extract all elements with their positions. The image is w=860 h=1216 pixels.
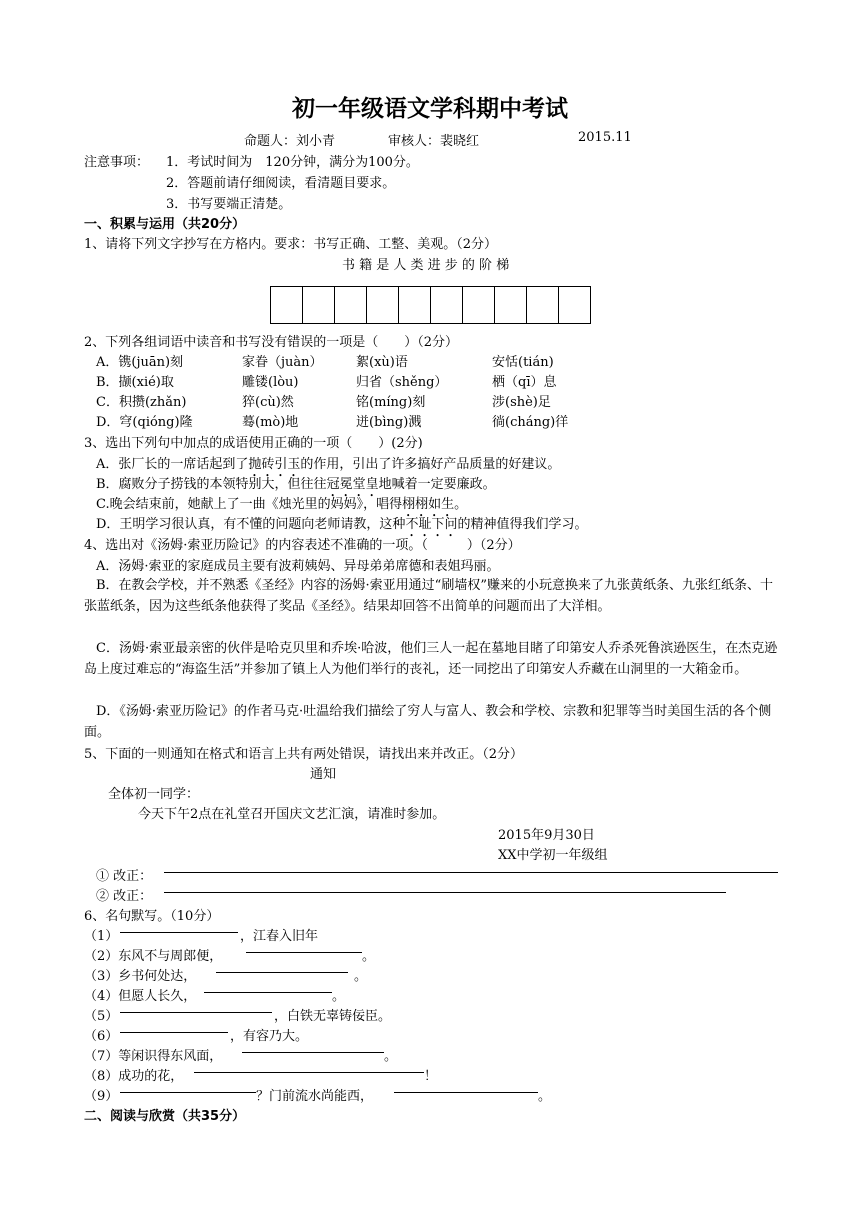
notes-label: 注意事项： xyxy=(84,155,150,170)
option-b: B．在教会学校，并不熟悉《圣经》内容的汤姆·索亚用通过“刷墙权”赚来的小玩意换来了九张黄纸条、九张红纸条、十张蓝纸条，因为这些纸条他获得了奖品《圣经》。结果却回答不出简单的问题而出了大洋相。 xyxy=(84,578,773,614)
line-number: （6） xyxy=(84,1029,119,1044)
author: 命题人：刘小青 xyxy=(244,134,336,149)
note-item: 1．考试时间为 120分钟，满分为100分。 xyxy=(166,155,419,170)
answer-blank[interactable] xyxy=(164,858,778,873)
question-prompt: 3、选出下列句中加点的成语使用正确的一项（ ）(2分) xyxy=(84,436,423,451)
poem-line: （2）东风不与周郎便， xyxy=(84,949,223,964)
notice-date: 2015年9月30日 xyxy=(498,828,595,843)
punct: 。 xyxy=(362,949,376,964)
option-c-2: 猝(cù)然 xyxy=(242,395,294,410)
reviewer: 审核人：裴晓红 xyxy=(388,134,480,149)
option-c: C.晚会结束前，她献上了一曲《烛光里的妈妈》，唱得栩栩如生。 xyxy=(96,497,468,512)
answer-blank[interactable] xyxy=(394,1078,538,1093)
grid-cell[interactable] xyxy=(367,287,399,323)
grid-cell[interactable] xyxy=(271,287,303,323)
option-d-2: 蓦(mò)地 xyxy=(242,415,299,430)
option-b: B．腐败分子捞钱的本领特别大，但往往冠冕堂皇地喊着一定要廉政。 xyxy=(96,477,496,492)
answer-blank[interactable] xyxy=(164,878,726,893)
writing-grid[interactable] xyxy=(270,286,591,324)
poem-line: ，江春入旧年 xyxy=(240,929,319,944)
poem-line: （7）等闲识得东风面， xyxy=(84,1049,223,1064)
answer-blank[interactable] xyxy=(120,918,238,933)
option-a: A．汤姆·索亚的家庭成员主要有波莉姨妈、异母弟弟席德和表姐玛丽。 xyxy=(96,559,500,574)
answer-blank[interactable] xyxy=(216,958,348,973)
line-number: （1） xyxy=(84,929,119,944)
option-a-4: 安恬(tián) xyxy=(492,355,554,370)
poem-line: ，白铁无辜铸佞臣。 xyxy=(274,1009,392,1024)
fix-label-1: ① 改正： xyxy=(96,869,153,884)
section-heading: 二、阅读与欣赏（共35分） xyxy=(84,1109,246,1124)
poem-line: （3）乡书何处达， xyxy=(84,969,197,984)
line-number: （5） xyxy=(84,1009,119,1024)
option-d-3: 迸(bìng)溅 xyxy=(356,415,422,430)
question-prompt: 6、名句默写。（10分） xyxy=(84,909,220,924)
option-d: D．王明学习很认真，有不懂的问题向老师请教，这种不耻下问的精神值得我们学习。 xyxy=(96,517,588,532)
note-item: 2．答题前请仔细阅读，看清题目要求。 xyxy=(166,176,396,191)
notice-signer: XX中学初一年级组 xyxy=(498,848,608,863)
punct: 。 xyxy=(384,1049,398,1064)
option-a-1: A．镌(juān)刻 xyxy=(96,355,184,370)
option-a-3: 絮(xù)语 xyxy=(356,355,408,370)
question-prompt: 4、选出对《汤姆·索亚历险记》的内容表述不准确的一项。（ ）（2分） xyxy=(84,538,521,553)
option-d-1: D．穹(qióng)隆 xyxy=(96,415,193,430)
answer-blank[interactable] xyxy=(242,1038,384,1053)
grid-cell[interactable] xyxy=(431,287,463,323)
option-d: D．《汤姆·索亚历险记》的作者马克·吐温给我们描绘了穷人与富人、教会和学校、宗教和犯罪等当时美国生活的各个侧面。 xyxy=(84,704,772,740)
option-c: C．汤姆·索亚最亲密的伙伴是哈克贝里和乔埃·哈波，他们三人一起在墓地目睹了印第安人乔杀死鲁滨逊医生，在杰克逊岛上度过难忘的“海盗生活”并参加了镇上人为他们举行的丧礼，还一同挖出了印第安人乔藏在山洞里的一大箱金币。 xyxy=(84,641,778,677)
poem-line: ，有容乃大。 xyxy=(230,1029,309,1044)
fix-label-2: ② 改正： xyxy=(96,889,153,904)
grid-cell[interactable] xyxy=(463,287,495,323)
punct: 。 xyxy=(538,1089,552,1104)
answer-blank[interactable] xyxy=(120,998,272,1013)
answer-blank[interactable] xyxy=(246,938,362,953)
option-b-2: 雕镂(lòu) xyxy=(242,375,299,390)
note-item: 3．书写要端正清楚。 xyxy=(166,197,292,212)
answer-blank[interactable] xyxy=(204,978,332,993)
notice-body: 今天下午2点在礼堂召开国庆文艺汇演，请准时参加。 xyxy=(138,807,446,822)
punct: ！ xyxy=(424,1069,438,1084)
grid-cell[interactable] xyxy=(303,287,335,323)
question-prompt: 2、下列各组词语中读音和书写没有错误的一项是（ ）（2分） xyxy=(84,335,459,350)
option-b-4: 栖（qī）息 xyxy=(492,375,557,390)
grid-cell[interactable] xyxy=(399,287,431,323)
answer-blank[interactable] xyxy=(120,1078,256,1093)
section-heading: 一、积累与运用（共20分） xyxy=(84,217,246,232)
option-a-2: 家眷（juàn） xyxy=(242,355,323,370)
grid-cell[interactable] xyxy=(495,287,527,323)
option-c-4: 涉(shè)足 xyxy=(492,395,551,410)
option-b-3: 归省（shěng） xyxy=(356,375,448,390)
option-c-3: 铭(míng)刻 xyxy=(356,395,426,410)
option-b-1: B．撷(xié)取 xyxy=(96,375,174,390)
poem-line: （8）成功的花， xyxy=(84,1069,184,1084)
notice-title: 通知 xyxy=(310,767,337,782)
option-d-4: 徜(cháng)徉 xyxy=(492,415,569,430)
grid-cell[interactable] xyxy=(335,287,367,323)
line-number: （9） xyxy=(84,1089,119,1104)
answer-blank[interactable] xyxy=(194,1058,424,1073)
answer-blank[interactable] xyxy=(120,1018,228,1033)
option-c-1: C．积攒(zhǎn) xyxy=(96,395,187,410)
option-a: A．张厂长的一席话起到了抛砖引玉的作用，引出了许多搞好产品质量的好建议。 xyxy=(96,457,561,472)
page-title: 初一年级语文学科期中考试 xyxy=(292,96,568,122)
exam-date: 2015.11 xyxy=(578,130,632,145)
punct: 。 xyxy=(332,989,346,1004)
question-prompt: 5、下面的一则通知在格式和语言上共有两处错误，请找出来并改正。（2分） xyxy=(84,747,524,762)
copy-sentence: 书 籍 是 人 类 进 步 的 阶 梯 xyxy=(342,258,510,273)
poem-line: ？门前流水尚能西， xyxy=(256,1089,374,1104)
question-prompt: 1、请将下列文字抄写在方格内。要求：书写正确、工整、美观。（2分） xyxy=(84,237,498,252)
punct: 。 xyxy=(354,969,368,984)
poem-line: （4）但愿人长久， xyxy=(84,989,197,1004)
grid-cell[interactable] xyxy=(559,287,590,323)
notice-addressee: 全体初一同学： xyxy=(108,787,200,802)
grid-cell[interactable] xyxy=(527,287,559,323)
